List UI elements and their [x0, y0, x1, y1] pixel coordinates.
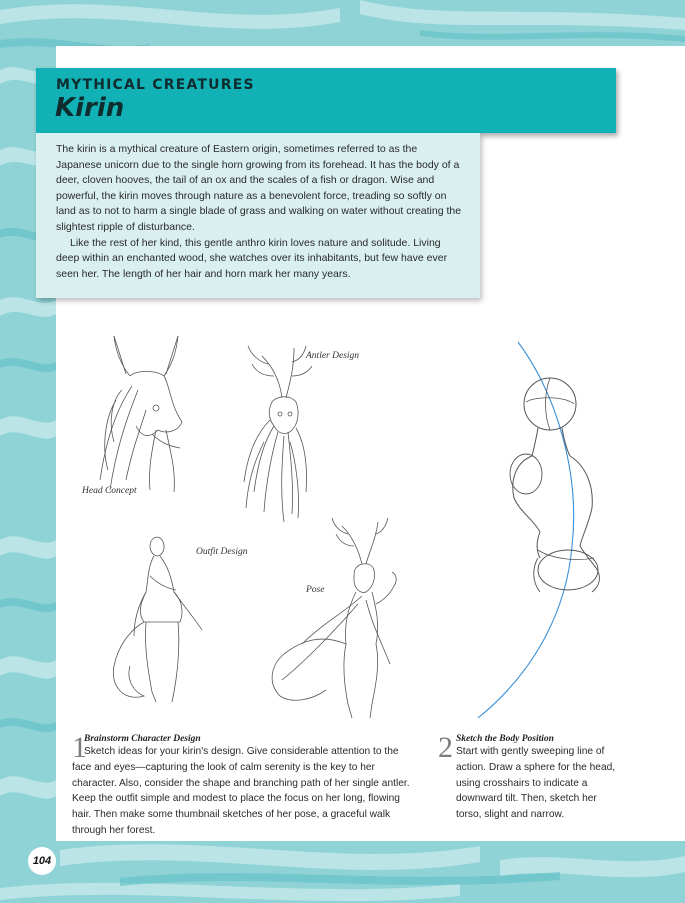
section-kicker: MYTHICAL CREATURES [56, 77, 255, 93]
antler-design-caption: Antler Design [306, 351, 360, 361]
pose-sketch [262, 504, 412, 728]
head-concept-caption: Head Concept [82, 486, 137, 496]
step-1 [72, 731, 420, 839]
outfit-design-caption: Outfit Design [196, 547, 248, 557]
body-position-sketch [470, 336, 620, 726]
step-1-text [72, 744, 420, 839]
step-1-text-content: Sketch ideas for your kirin's design. Give considerable attention to the face and eyes—capturing the look of calm serenity is the key to her character. Also, consider the shape and branching path of her single antler. Keep the outfit simple and modest to place the focus on her long, flowing hair. Then make some thumbnail sketches of her pose, a graceful walk through her forest. [72, 746, 410, 836]
page-number: 104 [28, 847, 56, 875]
pose-caption: Pose [306, 585, 325, 595]
step-2-text: Start with gently sweeping line of action. Draw a sphere for the head, using crosshairs to indicate a downward tilt. Then, sketch her torso, slight and narrow. [456, 746, 616, 821]
step-1-number: 1 [72, 731, 87, 764]
head-concept-sketch [86, 330, 206, 500]
step-2-title: Sketch the Body Position [456, 734, 554, 744]
intro-paragraph-2: Like the rest of her kind, this gentle anthro kirin loves nature and solitude. Living deep within an enchanted wood, she watches over its inhabitants, but few have ever seen her. The length of her hair and horn mark her many years. [56, 236, 448, 280]
antler-design-sketch [234, 332, 330, 528]
title-banner [36, 68, 616, 133]
step-2 [438, 731, 618, 823]
intro-paragraph-1: The kirin is a mythical creature of Eastern origin, sometimes referred to as the Japanese unicorn due to the single horn growing from its forehead. It has the body of a deer, cloven hooves, the tail of an ox and the scales of a fish or dragon. Wise and powerful, the kirin moves through nature as a benevolent force, treading so softly on land as to not to harm a single blade of grass and walking on water without creating the slightest ripple of disturbance. [56, 143, 462, 233]
step-2-number: 2 [438, 731, 453, 764]
step-1-title: Brainstorm Character Design [84, 734, 201, 744]
intro-box [36, 133, 480, 298]
page-title: Kirin [55, 93, 125, 123]
